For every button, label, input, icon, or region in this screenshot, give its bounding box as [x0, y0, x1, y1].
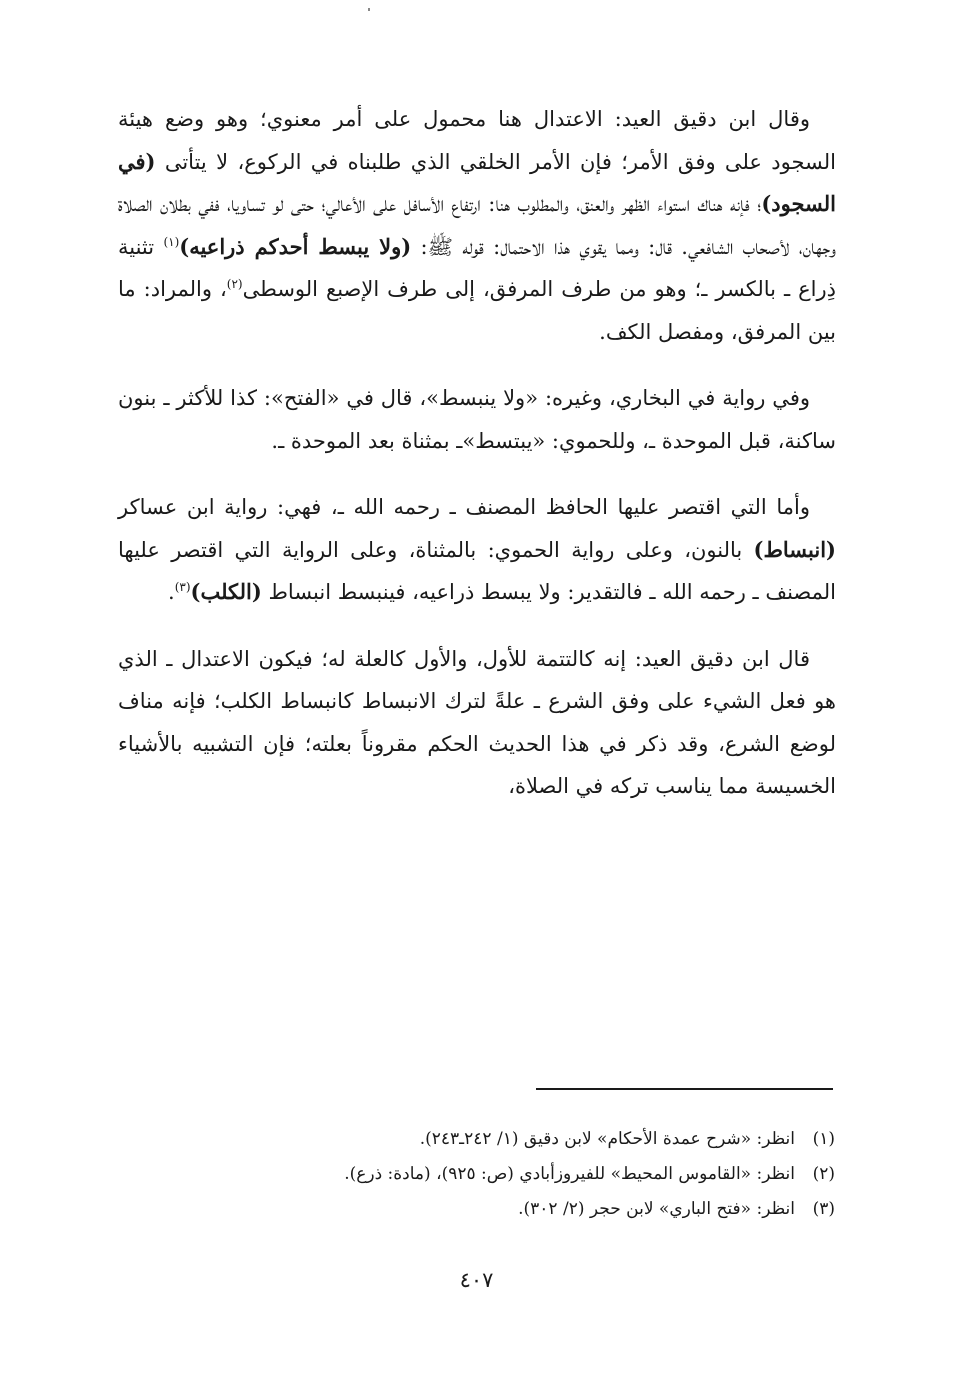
footnote-item [117, 1192, 835, 1227]
text-run: بالنون، وعلى رواية الحموي: بالمثناة، وعلى الرواية التي اقتصر عليها المصنف ـ رحمه الله ـ فالتقدير: ولا يبسط ذراعيه، فينبسط انبساط [118, 537, 836, 604]
paragraph [118, 486, 836, 614]
paragraph [118, 98, 836, 353]
bold-quote: (في السجود) [118, 148, 836, 216]
footnote-separator [536, 1088, 833, 1090]
text-run: . [168, 580, 175, 604]
bold-quote: (انبساط) [753, 536, 836, 562]
bold-quote: (ولا يبسط أحدكم ذراعيه) [179, 233, 412, 259]
footnote-text: انظر: «شرح عمدة الأحكام» لابن دقيق (١/ ٢٤٢ـ٢٤٣). [419, 1129, 795, 1149]
footnote-number: (٢) [812, 1164, 835, 1184]
footnote-ref: (٣) [174, 580, 191, 594]
footnote-item [117, 1122, 835, 1157]
footnote-text: انظر: «القاموس المحيط» للفيروزأبادي (ص: ٩٢٥)، (مادة: ذرع). [344, 1164, 795, 1184]
main-text [118, 98, 836, 808]
footnote-number: (٣) [812, 1199, 835, 1219]
footnote-text: انظر: «فتح الباري» لابن حجر (٢/ ٣٠٢). [518, 1199, 795, 1219]
text-run: وقال ابن دقيق العيد: الاعتدال هنا محمول على أمر معنوي؛ وهو وضع هيئة السجود على وفق الأمر؛ فإن الأمر الخلقي الذي طلبناه في الركوع، لا يتأتى [118, 107, 836, 174]
text-run: وأما التي اقتصر عليها الحافظ المصنف ـ رحمه الله ـ، فهي: رواية ابن عساكر [118, 495, 810, 519]
text-run: ، والمراد: ما بين المرفق، ومفصل الكف. [118, 277, 836, 344]
bold-quote: (الكلب) [190, 579, 262, 604]
scan-speck [368, 8, 370, 11]
footnote-number: (١) [812, 1129, 835, 1149]
text-run: قال ابن دقيق العيد: إنه كالتتمة للأول، والأول كالعلة له؛ فيكون الاعتدال ـ الذي هو فعل الشيء على وفق الشرع ـ علةً لترك الانبساط كانبساط الكلب؛ فإنه مناف لوضع الشرع، وقد ذكر في هذا الحديث الحكم مقروناً بعلته؛ فإن التشبيه بالأشياء الخسيسة مما يناسب تركه في الصلاة، [118, 646, 836, 798]
text-run: وفي رواية في البخاري، وغيره: «ولا ينبسط»، قال في «الفتح»: كذا للأكثر ـ بنون ساكنة، قبل الموحدة ـ، وللحموي: «يبتسط»ـ بمثناة بعد الموحدة ـ. [118, 386, 836, 453]
footnote-item [117, 1157, 835, 1192]
footnote-ref: (٢) [226, 277, 243, 291]
paragraph [118, 638, 836, 808]
paragraph [118, 377, 836, 462]
text-run: تثنية ذِراع ـ بالكسر ـ؛ وهو من طرف المرفق، إلى طرف الإصبع الوسطى [118, 234, 836, 301]
footnote-ref: (١) [163, 234, 180, 249]
text-run: ؛ فإنه هناك استواء الظهر والعنق، والمطلوب هنا: ارتفاع الأسافل على الأعالي؛ حتى لو تساويا، ففي بطلان الصلاة وجهان، لأصحاب الشافعي. قال: ومما يقوي هذا الاحتمال: قوله ﷺ: [118, 192, 836, 259]
footnotes [117, 1122, 835, 1227]
page-number: ٤٠٧ [459, 1268, 494, 1292]
